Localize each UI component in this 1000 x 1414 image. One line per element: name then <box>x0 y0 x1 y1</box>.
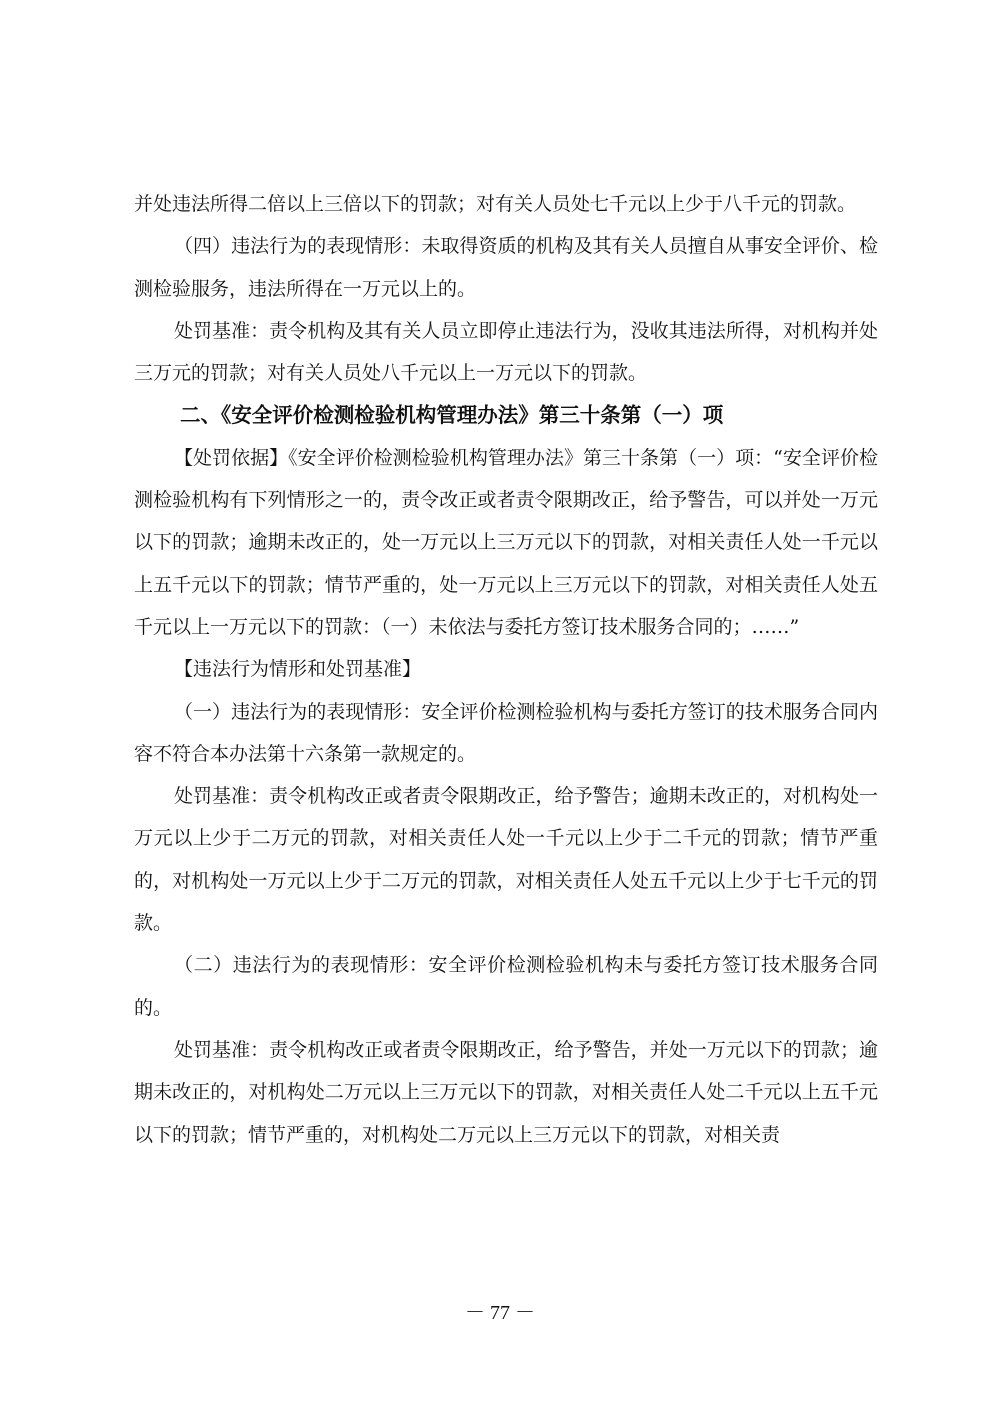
document-body <box>134 183 878 1156</box>
paragraph-violation-1: （一）违法行为的表现情形：安全评价检测检验机构与委托方签订的技术服务合同内容不符合本办法第十六条第一款规定的。 <box>134 700 878 765</box>
paragraph-violation-2: （二）违法行为的表现情形：安全评价检测检验机构未与委托方签订技术服务合同的。 <box>134 954 878 1019</box>
page-number: － 77 － <box>465 1302 535 1324</box>
paragraph-penalty-basis: 【处罚依据】《安全评价检测检验机构管理办法》第三十条第（一）项：“安全评价检测检验机构有下列情形之一的，责令改正或者责令限期改正，给予警告，可以并处一万元以下的罚款；逾期未改正的，处一万元以上三万元以下的罚款，对相关责任人处一千元以上五千元以下的罚款；情节严重的，处一万元以上三万元以下的罚款，对相关责任人处五千元以上一万元以下的罚款：（一）未依法与委托方签订技术服务合同的；……” <box>134 446 878 638</box>
paragraph-penalty-standard-4: 处罚基准：责令机构及其有关人员立即停止违法行为，没收其违法所得，对机构并处三万元的罚款；对有关人员处八千元以上一万元以下的罚款。 <box>134 319 878 385</box>
paragraph-continuation: 并处违法所得二倍以上三倍以下的罚款；对有关人员处七千元以上少于八千元的罚款。 <box>134 193 857 215</box>
paragraph-penalty-standard-2: 处罚基准：责令机构改正或者责令限期改正，给予警告，并处一万元以下的罚款；逾期未改正的，对机构处二万元以上三万元以下的罚款，对相关责任人处二千元以上五千元以下的罚款；情节严重的，对机构处二万元以上三万元以下的罚款，对相关责 <box>134 1038 878 1146</box>
paragraph-penalty-standard-1: 处罚基准：责令机构改正或者责令限期改正，给予警告；逾期未改正的，对机构处一万元以上少于二万元的罚款，对相关责任人处一千元以上少于二千元的罚款；情节严重的，对机构处一万元以上少于二万元的罚款，对相关责任人处五千元以上少于七千元的罚款。 <box>134 785 878 935</box>
paragraph-violation-4: （四）违法行为的表现情形：未取得资质的机构及其有关人员擅自从事安全评价、检测检验服务，违法所得在一万元以上的。 <box>134 235 878 300</box>
paragraph-subheading: 【违法行为情形和处罚基准】 <box>174 658 422 681</box>
section-heading: 二、《安全评价检测检验机构管理办法》第三十条第（一）项 <box>180 403 724 428</box>
